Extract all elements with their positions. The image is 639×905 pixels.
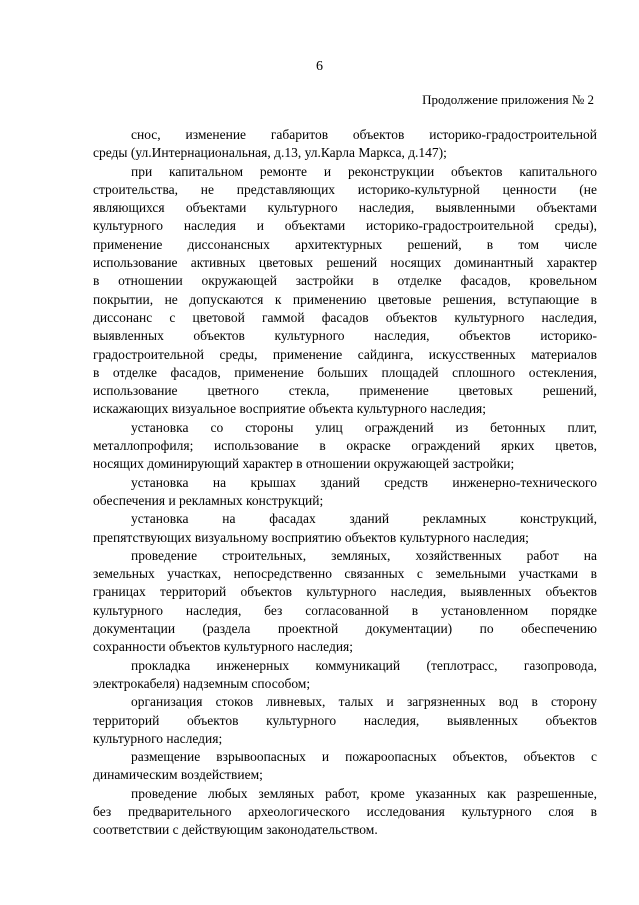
- text-line: в отношении окружающей застройки в отделке фасадов, кровельном: [93, 273, 597, 289]
- text-line: проведение строительных, земляных, хозяйственных работ на: [131, 547, 597, 563]
- text-line: размещение взрывоопасных и пожароопасных объектов, объектов с: [131, 749, 597, 765]
- text-line: снос, изменение габаритов объектов историко-градостроительной: [131, 127, 597, 142]
- text-line: электрокабеля) надземным способом;: [93, 675, 311, 691]
- text-line: культурного наследия;: [93, 730, 223, 746]
- paragraph: [93, 547, 597, 657]
- text-line: динамическим воздействием;: [93, 767, 263, 783]
- text-line: прокладка инженерных коммуникаций (теплотрасс, газопровода,: [131, 657, 597, 673]
- text-line: организация стоков ливневых, талых и загрязненных вод в сторону: [131, 694, 597, 710]
- text-line: препятствующих визуальному восприятию объектов культурного наследия;: [93, 529, 529, 545]
- paragraph: [93, 474, 597, 511]
- text-line: установка со стороны улиц ограждений из бетонных плит,: [131, 419, 597, 435]
- text-line: применение диссонансных архитектурных решений, в том числе: [93, 236, 597, 252]
- text-line: без предварительного археологического исследования культурного слоя в: [93, 803, 597, 819]
- paragraph: [93, 748, 597, 785]
- text-line: металлопрофиля; использование в окраске ограждений ярких цветов,: [93, 438, 597, 454]
- paragraph: [93, 785, 597, 840]
- paragraph: [93, 657, 597, 694]
- text-line: документации (раздела проектной документации) по обеспечению: [93, 621, 597, 637]
- text-line: при капитальном ремонте и реконструкции объектов капитального: [131, 163, 597, 179]
- text-line: покрытии, не допускаются к применению цветовые решения, вступающие в: [93, 291, 597, 307]
- text-line: выявленных объектов культурного наследия, объектов историко-: [93, 328, 597, 344]
- paragraph: [93, 693, 597, 748]
- text-line: территорий объектов культурного наследия, выявленных объектов: [93, 712, 597, 728]
- text-line: земельных участках, непосредственно связанных с земельными участками в: [93, 566, 597, 582]
- text-line: культурного наследия и объектами историко-градостроительной среды),: [93, 218, 597, 234]
- text-line: границах территорий объектов культурного наследия, выявленных объектов: [93, 584, 597, 600]
- paragraph: [93, 419, 597, 474]
- text-line: диссонанс с цветовой гаммой фасадов объектов культурного наследия,: [93, 309, 597, 325]
- text-line: обеспечения и рекламных конструкций;: [93, 492, 324, 508]
- paragraph: [93, 163, 597, 419]
- text-line: среды (ул.Интернациональная, д.13, ул.Карла Маркса, д.147);: [93, 145, 447, 161]
- text-line: градостроительной среды, применение сайдинга, искусственных материалов: [93, 346, 597, 362]
- paragraph: [93, 126, 597, 163]
- text-line: использование активных цветовых решений носящих доминантный характер: [93, 255, 597, 271]
- text-line: проведение любых земляных работ, кроме указанных как разрешенные,: [131, 785, 597, 801]
- text-line: носящих доминирующий характер в отношении окружающей застройки;: [93, 456, 515, 472]
- text-line: являющихся объектами культурного наследия, выявленными объектами: [93, 200, 597, 216]
- text-line: искажающих визуальное восприятие объекта культурного наследия;: [93, 401, 487, 417]
- body-text: [93, 126, 597, 840]
- text-line: в отделке фасадов, применение больших площадей сплошного остекления,: [93, 364, 597, 380]
- paragraph: [93, 510, 597, 547]
- text-line: соответствии с действующим законодательством.: [93, 822, 378, 838]
- text-line: строительства, не представляющих историко-культурной ценности (не: [93, 181, 597, 197]
- appendix-continuation-header: Продолжение приложения № 2: [422, 92, 594, 107]
- text-line: установка на фасадах зданий рекламных конструкций,: [131, 511, 597, 527]
- text-line: культурного наследия, без согласованной в установленном порядке: [93, 602, 597, 618]
- text-line: установка на крышах зданий средств инженерно-технического: [131, 474, 597, 490]
- page-number: 6: [316, 59, 323, 74]
- text-line: сохранности объектов культурного наследия;: [93, 639, 354, 655]
- text-line: использование цветного стекла, применение цветовых решений,: [93, 383, 597, 399]
